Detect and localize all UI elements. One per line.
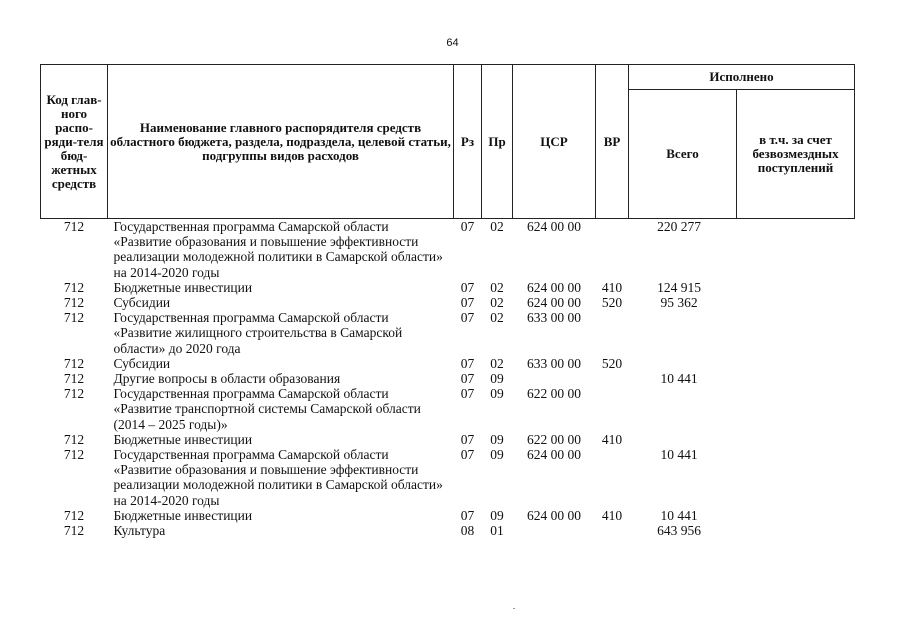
header-total: Всего — [629, 90, 737, 219]
cell-pr: 01 — [490, 523, 504, 539]
cell-total: 10 441 — [660, 371, 698, 387]
cell-csr — [513, 371, 596, 386]
cell-csr: 624 00 00 — [527, 279, 581, 295]
cell-pr: 09 — [490, 447, 504, 463]
cell-code: 712 — [63, 279, 85, 295]
cell-vr: 520 — [601, 355, 623, 371]
cell-code: 712 — [63, 295, 85, 311]
cell-vr: 410 — [601, 507, 623, 523]
cell-name: Государственная программа Самарской области «Развитие образования и повышение эффективности реализации молодежной политики в Самарской области» на 2014-2020 годы — [113, 447, 443, 508]
cell-pr: 09 — [490, 507, 504, 523]
cell-vr — [596, 523, 629, 538]
page-number: 64 — [446, 37, 459, 49]
scan-mark — [513, 608, 515, 609]
cell-rz: 07 — [460, 219, 475, 234]
budget-table-wrapper — [40, 64, 854, 538]
cell-total: 10 441 — [660, 447, 698, 463]
table-row — [41, 295, 855, 310]
cell-pr: 09 — [490, 371, 504, 387]
cell-pr: 02 — [490, 295, 504, 311]
cell-vr — [596, 447, 629, 508]
cell-csr — [513, 523, 596, 538]
cell-rz: 07 — [460, 386, 475, 402]
table-row — [41, 432, 855, 447]
cell-code: 712 — [63, 431, 85, 447]
header-csr: ЦСР — [513, 65, 596, 219]
cell-csr: 624 00 00 — [527, 219, 581, 234]
cell-vr — [596, 371, 629, 386]
cell-name: Субсидии — [113, 355, 171, 371]
header-name: Наименование главного распорядителя средств областного бюджета, раздела, подраздела, целевой статьи, подгруппы видов расходов — [108, 65, 454, 219]
cell-csr: 624 00 00 — [527, 295, 581, 311]
cell-csr: 633 00 00 — [527, 310, 581, 326]
cell-code: 712 — [63, 523, 85, 539]
cell-rz: 07 — [460, 295, 475, 311]
table-row — [41, 219, 855, 280]
cell-name: Культура — [113, 523, 166, 539]
table-row — [41, 280, 855, 295]
cell-rz: 07 — [460, 431, 475, 447]
cell-rz: 07 — [460, 355, 475, 371]
cell-free — [737, 508, 855, 523]
header-free: в т.ч. за счет безвозмездных поступлений — [737, 90, 855, 219]
cell-pr: 02 — [490, 279, 504, 295]
table-row — [41, 508, 855, 523]
cell-total: 95 362 — [660, 295, 698, 311]
cell-vr: 520 — [601, 295, 623, 311]
cell-free — [737, 386, 855, 432]
cell-free — [737, 310, 855, 356]
cell-rz: 07 — [460, 507, 475, 523]
cell-rz: 07 — [460, 279, 475, 295]
table-row — [41, 386, 855, 432]
cell-vr — [596, 310, 629, 356]
cell-free — [737, 447, 855, 508]
cell-total: 124 915 — [657, 279, 701, 295]
table-row — [41, 523, 855, 538]
cell-code: 712 — [63, 386, 85, 402]
cell-code: 712 — [63, 310, 85, 326]
cell-csr: 624 00 00 — [527, 447, 581, 463]
cell-code: 712 — [63, 219, 85, 234]
cell-pr: 02 — [490, 219, 504, 234]
cell-csr: 622 00 00 — [527, 386, 581, 402]
header-vr: ВР — [596, 65, 629, 219]
cell-name: Государственная программа Самарской области «Развитие образования и повышение эффективности реализации молодежной политики в Самарской области» на 2014-2020 годы — [113, 219, 443, 280]
cell-total — [629, 432, 737, 447]
cell-rz: 07 — [460, 310, 475, 326]
cell-total: 10 441 — [660, 507, 698, 523]
cell-rz: 07 — [460, 447, 475, 463]
cell-name: Бюджетные инвестиции — [113, 431, 253, 447]
header-rz: Рз — [454, 65, 482, 219]
cell-code: 712 — [63, 355, 85, 371]
cell-free — [737, 295, 855, 310]
cell-pr: 09 — [490, 386, 504, 402]
cell-csr: 633 00 00 — [527, 355, 581, 371]
cell-total: 220 277 — [657, 219, 701, 234]
cell-name: Другие вопросы в области образования — [113, 371, 341, 387]
cell-code: 712 — [63, 371, 85, 387]
table-row — [41, 310, 855, 356]
cell-free — [737, 371, 855, 386]
header-pr: Пр — [482, 65, 513, 219]
cell-code: 712 — [63, 447, 85, 463]
table-row — [41, 371, 855, 386]
header-executed: Исполнено — [629, 65, 855, 90]
cell-free — [737, 356, 855, 371]
cell-name: Бюджетные инвестиции — [113, 279, 253, 295]
cell-csr: 622 00 00 — [527, 431, 581, 447]
cell-free — [737, 219, 855, 280]
cell-free — [737, 523, 855, 538]
budget-table — [40, 64, 855, 538]
cell-total — [629, 310, 737, 356]
cell-total: 643 956 — [657, 523, 701, 539]
cell-name: Субсидии — [113, 295, 171, 311]
cell-rz: 07 — [460, 371, 475, 387]
cell-vr: 410 — [601, 279, 623, 295]
cell-name: Государственная программа Самарской области «Развитие жилищного строительства в Самарской области» до 2020 года — [113, 310, 403, 356]
header-code: Код глав-ного распо-ряди-теля бюд-жетных средств — [41, 65, 108, 219]
cell-code: 712 — [63, 507, 85, 523]
cell-csr: 624 00 00 — [527, 507, 581, 523]
cell-free — [737, 432, 855, 447]
cell-free — [737, 280, 855, 295]
cell-total — [629, 386, 737, 432]
cell-name: Бюджетные инвестиции — [113, 507, 253, 523]
table-body — [41, 219, 855, 539]
cell-vr — [596, 386, 629, 432]
cell-pr: 09 — [490, 431, 504, 447]
cell-vr — [596, 219, 629, 280]
cell-vr: 410 — [601, 431, 623, 447]
table-row — [41, 356, 855, 371]
table-row — [41, 447, 855, 508]
cell-pr: 02 — [490, 310, 504, 326]
cell-rz: 08 — [460, 523, 475, 539]
cell-total — [629, 356, 737, 371]
table-header — [41, 65, 855, 219]
cell-name: Государственная программа Самарской области «Развитие транспортной системы Самарской области (2014 – 2025 годы)» — [113, 386, 421, 432]
cell-pr: 02 — [490, 355, 504, 371]
